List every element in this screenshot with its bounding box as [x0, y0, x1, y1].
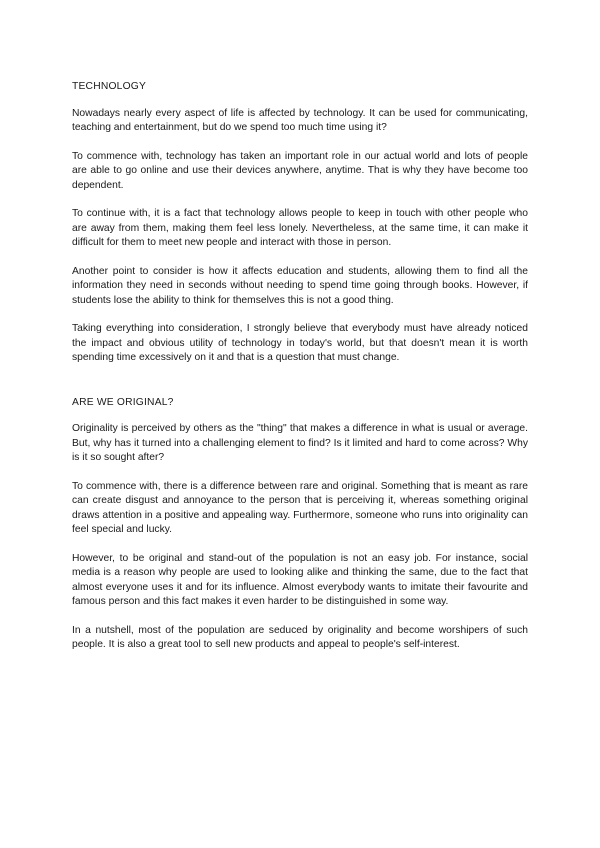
paragraph: Another point to consider is how it affects education and students, allowing them to find all the information they need in seconds without needing to spend time going through books. However, if students lose the ability to think for themselves this is not a good thing.: [72, 265, 528, 306]
section-are-we-original: [72, 396, 528, 653]
section-technology: [72, 80, 528, 366]
paragraph: Nowadays nearly every aspect of life is affected by technology. It can be used for communicating, teaching and entertainment, but do we spend too much time using it?: [72, 107, 528, 133]
paragraph: In a nutshell, most of the population are seduced by originality and become worshipers of such people. It is also a great tool to sell new products and appeal to people's self-interest.: [72, 624, 528, 650]
paragraph: Taking everything into consideration, I strongly believe that everybody must have already noticed the impact and obvious utility of technology in today's world, but that doesn't mean it is worth spending time excessively on it and that is a question that must change.: [72, 323, 528, 363]
section-spacer: [72, 380, 528, 396]
paragraph: However, to be original and stand-out of the population is not an easy job. For instance, social media is a reason why people are used to looking alike and thinking the same, due to the fact that almost everyone uses it and for its influence. Almost everybody wants to imitate their favourite and famous person and this fact makes it even harder to be distinguished in some way.: [72, 552, 528, 607]
paragraph: To commence with, technology has taken an important role in our actual world and lots of people are able to go online and use their devices anywhere, anytime. That is why they have become too dependent.: [72, 150, 528, 191]
paragraph: Originality is perceived by others as the "thing" that makes a difference in what is usual or average. But, why has it turned into a challenging element to find? Is it limited and hard to come across? Why is it so sought after?: [72, 423, 528, 463]
paragraph: To commence with, there is a difference between rare and original. Something that is meant as rare can create disgust and annoyance to the person that is perceiving it, whereas something original draws attention in a positive and appealing way. Furthermore, someone who runs into originality can feel special and lucky.: [72, 480, 528, 535]
paragraph: To continue with, it is a fact that technology allows people to keep in touch with other people who are away from them, making them feel less lonely. Nevertheless, at the same time, it can make it difficult for them to meet new people and interact with those in person.: [72, 208, 528, 248]
document-page: [72, 80, 528, 667]
section-heading: ARE WE ORIGINAL?: [72, 396, 174, 408]
section-heading: TECHNOLOGY: [72, 81, 147, 92]
